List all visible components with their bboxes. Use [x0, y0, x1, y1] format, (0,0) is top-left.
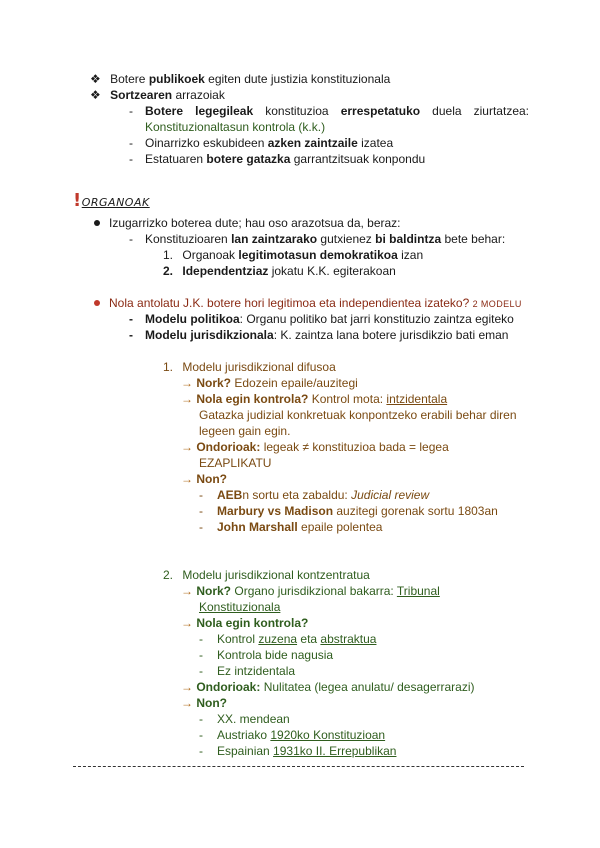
question-text: Nola antolatu J.K. botere hori legitimoa eta independientea izateko?	[109, 296, 470, 310]
item-text	[182, 264, 395, 278]
text-segment: publikoek	[148, 72, 205, 86]
justified-word: ziurtatzea:	[473, 104, 529, 118]
dash-marker: -	[129, 136, 133, 150]
diamond-icon: ❖	[90, 88, 101, 102]
nork-text: Organo jurisdikzional bakarra:	[234, 584, 397, 598]
text-segment: izatea	[357, 136, 394, 150]
text-segment: gutxienez	[317, 232, 376, 246]
text-segment: botere gatazka	[206, 152, 291, 166]
bullet-text	[110, 72, 390, 86]
non-label: Non?	[196, 696, 227, 710]
text-segment: arrazoiak	[172, 88, 225, 102]
dash-marker: -	[199, 504, 203, 518]
model-2-nork	[181, 583, 440, 599]
nork-label: Nork?	[196, 584, 232, 598]
bullet-text	[110, 88, 225, 102]
model-1-nola-cont-2: legeen gain egin.	[199, 424, 291, 438]
text-segment: izan	[397, 248, 424, 262]
arrow-right-icon: →	[181, 376, 193, 390]
text-segment: XX. mendean	[217, 712, 290, 726]
text-segment: Organoak	[182, 248, 239, 262]
model-2-ondorioak	[181, 679, 475, 695]
item-number: 1.	[163, 360, 174, 374]
text-segment: auzitegi gorenak sortu 1803an	[333, 504, 498, 518]
text-segment: John Marshall	[217, 520, 298, 534]
model-2-non-item-3	[217, 743, 396, 759]
text-segment: Marbury vs Madison	[217, 504, 334, 518]
modelu-item-1	[145, 311, 514, 327]
arrow-right-icon: →	[181, 440, 193, 454]
model-1-nola	[181, 391, 447, 407]
tribunal-link: Tribunal	[396, 584, 440, 598]
text-segment: Ez intzidentala	[217, 664, 296, 678]
organoak-bullet-2	[109, 295, 522, 312]
text-segment: 1920ko Konstituzioan	[270, 728, 386, 742]
arrow-right-icon: →	[181, 584, 193, 598]
text-segment: Kontrol	[217, 632, 259, 646]
dash-marker: -	[199, 664, 203, 678]
justified-word: Botere	[145, 104, 184, 118]
text-segment: azken zaintzaile	[267, 136, 358, 150]
model-1-non-item-3	[217, 519, 382, 535]
bullet-sortzearen	[90, 87, 225, 103]
dash-marker: -	[129, 104, 133, 118]
ondorioak-label: Ondorioak:	[196, 680, 261, 694]
model-2-nola-item-1	[217, 631, 376, 647]
arrow-right-icon: →	[181, 680, 193, 694]
organoak-sub-1	[145, 231, 505, 247]
model-2-nola	[181, 615, 308, 631]
model-2-title	[163, 567, 370, 583]
item-text	[182, 248, 423, 262]
text-segment: Kontrola bide nagusia	[217, 648, 334, 662]
item-number: 1.	[163, 248, 174, 262]
nork-text: Edozein epaile/auzitegi	[234, 376, 358, 390]
text-segment: zuzena	[258, 632, 298, 646]
numbered-item-2	[163, 263, 396, 279]
dash-marker: -	[199, 712, 203, 726]
text-segment: eta	[297, 632, 321, 646]
justified-word: legegileak	[195, 104, 254, 118]
text-segment: Modelu politikoa	[145, 312, 240, 326]
modelu-item-2	[145, 327, 508, 343]
item-number: 2.	[163, 264, 174, 278]
section-title: ORGANOAK	[81, 196, 150, 209]
text-segment: : K. zaintza lana botere jurisdikzio bati eman	[273, 328, 509, 342]
arrow-right-icon: →	[181, 392, 193, 406]
text-segment: egiten dute justizia konstituzionala	[204, 72, 391, 86]
arrow-right-icon: →	[181, 472, 193, 486]
text-segment: Konstituzioaren	[145, 232, 232, 246]
dash-marker: -	[199, 728, 203, 742]
sortzearen-item-2	[145, 135, 393, 151]
text-segment: Botere	[110, 72, 149, 86]
item-number: 2.	[163, 568, 174, 582]
dash-marker: -	[199, 488, 203, 502]
text-segment: Sortzearen	[110, 88, 173, 102]
model-1-non	[181, 471, 227, 487]
numbered-item-1	[163, 247, 423, 263]
text-segment: bete behar:	[441, 232, 506, 246]
exclamation-mark: !	[73, 190, 82, 211]
nola-label: Nola egin kontrola?	[196, 392, 309, 406]
nork-label: Nork?	[196, 376, 232, 390]
text-segment: Modelu jurisdikzionala	[145, 328, 274, 342]
text-segment: garrantzitsuak konpondu	[290, 152, 426, 166]
sortzearen-item-3	[145, 151, 425, 167]
sortzearen-item-1-continuation: Konstituzionaltasun kontrola (k.k.)	[145, 120, 326, 134]
text-segment: abstraktua	[320, 632, 377, 646]
diamond-icon: ❖	[90, 72, 101, 86]
dash-marker: -	[199, 520, 203, 534]
intzidentala-link: intzidentala	[386, 392, 448, 406]
dash-marker: -	[199, 632, 203, 646]
arrow-right-icon: →	[181, 696, 193, 710]
justified-word: duela	[432, 104, 462, 118]
model-1-non-item-1	[217, 487, 429, 503]
organoak-bullet-1: Izugarrizko boterea dute; hau oso arazotsua da, beraz:	[109, 216, 401, 230]
model-1-ondorioak	[181, 439, 449, 455]
text-segment: : Organu politiko bat jarri konstituzio zaintza egiteko	[239, 312, 514, 326]
bullet-dot-icon	[94, 300, 100, 306]
model-1-nola-cont-1: Gatazka judizial konkretuak konpontzeko erabili behar diren	[199, 408, 517, 422]
text-segment: Judicial review	[351, 488, 430, 502]
model-1-nork	[181, 375, 358, 391]
text-segment: bi baldintza	[375, 232, 442, 246]
nola-label: Nola egin kontrola?	[196, 616, 309, 630]
text-segment: jokatu K.K. egiterakoan	[268, 264, 396, 278]
text-segment: n sortu eta zabaldu:	[242, 488, 352, 502]
bullet-dot-icon	[94, 220, 100, 226]
model-1-ondorioak-cont: EZAPLIKATU	[199, 456, 272, 470]
text-segment: epaile polentea	[297, 520, 383, 534]
model-2-nola-item-2	[217, 647, 333, 663]
model-1-non-item-2	[217, 503, 498, 519]
dash-marker: -	[129, 328, 133, 342]
nola-text: Kontrol mota:	[311, 392, 387, 406]
model-title: Modelu jurisdikzional difusoa	[182, 360, 336, 374]
model-2-nork-cont: Konstituzionala	[199, 600, 281, 614]
bullet-publikoak	[90, 71, 390, 87]
text-segment: Oinarrizko eskubideen	[145, 136, 268, 150]
model-2-non-item-2	[217, 727, 385, 743]
text-segment: AEB	[217, 488, 243, 502]
non-label: Non?	[196, 472, 227, 486]
justified-word: errespetatuko	[340, 104, 421, 118]
ondorioak-label: Ondorioak:	[196, 440, 261, 454]
ondorioak-text: legeak ≠ konstituzioa bada = legea	[263, 440, 449, 454]
text-segment: lan zaintzarako	[231, 232, 318, 246]
section-heading	[73, 190, 150, 211]
text-segment: legitimotasun demokratikoa	[238, 248, 398, 262]
text-segment: Estatuaren	[145, 152, 207, 166]
model-1-title	[163, 359, 336, 375]
sortzearen-item-1	[145, 103, 529, 119]
dash-marker: -	[129, 152, 133, 166]
modelu-tag: 2 MODELU	[472, 299, 522, 309]
text-segment: Idependentziaz	[182, 264, 269, 278]
dash-marker: -	[199, 744, 203, 758]
model-2-non-item-1	[217, 711, 290, 727]
model-title: Modelu jurisdikzional kontzentratua	[182, 568, 370, 582]
model-2-non	[181, 695, 227, 711]
dash-marker: -	[129, 312, 133, 326]
horizontal-rule	[73, 766, 524, 767]
dash-marker: -	[129, 232, 133, 246]
text-segment: Austriako	[217, 728, 271, 742]
justified-word: konstituzioa	[265, 104, 329, 118]
text-segment: 1931ko II. Errepublikan	[273, 744, 397, 758]
text-segment: Espainian	[217, 744, 274, 758]
ondorioak-text: Nulitatea (legea anulatu/ desagerrarazi)	[263, 680, 475, 694]
arrow-right-icon: →	[181, 616, 193, 630]
model-2-nola-item-3	[217, 663, 295, 679]
dash-marker: -	[199, 648, 203, 662]
